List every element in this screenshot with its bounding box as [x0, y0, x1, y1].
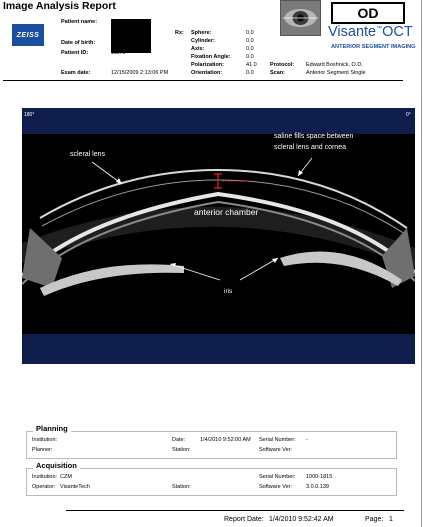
label-iris: iris: [224, 288, 233, 295]
acquisition-operator-label: Operator:: [32, 484, 56, 490]
label-saline-line-1: saline fills space between: [274, 133, 354, 140]
eye-thumbnail-image: [280, 0, 321, 36]
patient-name-label: Patient name:: [61, 19, 98, 25]
acquisition-station-label: Station:: [172, 484, 191, 490]
polarization-label: Polarization:: [191, 62, 225, 68]
header-divider: [3, 80, 403, 81]
patient-id-label: Patient ID:: [61, 50, 89, 56]
planning-planner-label: Planner:: [32, 447, 53, 453]
brand-tm: ™: [376, 26, 383, 33]
acquisition-serial-value: 1000-1815: [306, 474, 333, 480]
footer-divider: [66, 510, 404, 511]
planning-station-label: Station:: [172, 447, 191, 453]
planning-section: [26, 431, 397, 459]
zeiss-logo: ZEISS: [12, 24, 44, 46]
axis-label: Axis:: [191, 46, 205, 52]
acquisition-software-label: Software Ver:: [259, 484, 293, 490]
patient-id-value: 11173: [111, 50, 126, 56]
planning-title: Planning: [33, 424, 71, 433]
dob-label: Date of birth:: [61, 40, 96, 46]
oct-scan-image: [22, 108, 415, 364]
label-scleral-lens: scleral lens: [70, 151, 106, 158]
sphere-value: 0.0: [246, 30, 254, 36]
axis-value: 0.0: [246, 46, 254, 52]
brand-name: Visante: [328, 24, 377, 40]
protocol-label: Protocol:: [270, 62, 295, 68]
sphere-label: Sphere:: [191, 30, 212, 36]
protocol-value: Edward Boshnick, O.D.: [306, 62, 363, 68]
report-date-label: Report Date:: [224, 516, 264, 523]
eye-laterality-box: OD: [331, 2, 405, 24]
page-number: 1: [389, 516, 393, 523]
scan-label: Scan:: [270, 70, 285, 76]
acquisition-section: [26, 468, 397, 496]
acquisition-operator-value: VisanteTech: [60, 484, 90, 490]
acquisition-serial-label: Serial Number:: [259, 474, 296, 480]
report-title: Image Analysis Report: [3, 0, 116, 12]
redacted-patient-info: [111, 19, 151, 53]
planning-serial-label: Serial Number:: [259, 437, 296, 443]
page-label: Page:: [365, 516, 384, 523]
fixation-angle-value: 0.0: [246, 54, 254, 60]
fixation-angle-label: Fixation Angle:: [191, 54, 231, 60]
scan-value: Anterior Segment Single: [306, 70, 366, 76]
polarization-value: 41.0: [246, 62, 257, 68]
scan-angle-right: 0°: [406, 112, 411, 118]
exam-date-value: 12/15/2009 2:13:06 PM: [111, 70, 169, 76]
brand-suffix: OCT: [382, 24, 413, 40]
label-anterior-chamber: anterior chamber: [194, 207, 259, 217]
planning-date-label: Date:: [172, 437, 186, 443]
orientation-value: 0.0: [246, 70, 254, 76]
planning-serial-value: -: [306, 437, 308, 443]
planning-institution-label: Institution:: [32, 437, 58, 443]
cylinder-value: 0.0: [246, 38, 254, 44]
cylinder-label: Cylinder:: [191, 38, 215, 44]
acquisition-institution-label: Institution:: [32, 474, 58, 480]
acquisition-software-value: 3.0.0.139: [306, 484, 329, 490]
label-saline-line-2: scleral lens and cornea: [274, 144, 346, 151]
page-edge-rule: [421, 0, 422, 527]
planning-date-value: 1/4/2010 9:52:00 AM: [200, 437, 251, 443]
brand-subtitle: ANTERIOR SEGMENT IMAGING: [331, 44, 416, 50]
exam-date-label: Exam date:: [61, 70, 91, 76]
orientation-label: Orientation:: [191, 70, 223, 76]
acquisition-title: Acquisition: [33, 461, 80, 470]
rx-label: Rx:: [175, 30, 184, 36]
report-date-value: 1/4/2010 9:52:42 AM: [269, 516, 334, 523]
visante-brand-logo: [328, 24, 413, 40]
acquisition-institution-value: CZM: [60, 474, 72, 480]
planning-software-label: Software Ver:: [259, 447, 293, 453]
scan-angle-left: 180°: [24, 112, 35, 118]
